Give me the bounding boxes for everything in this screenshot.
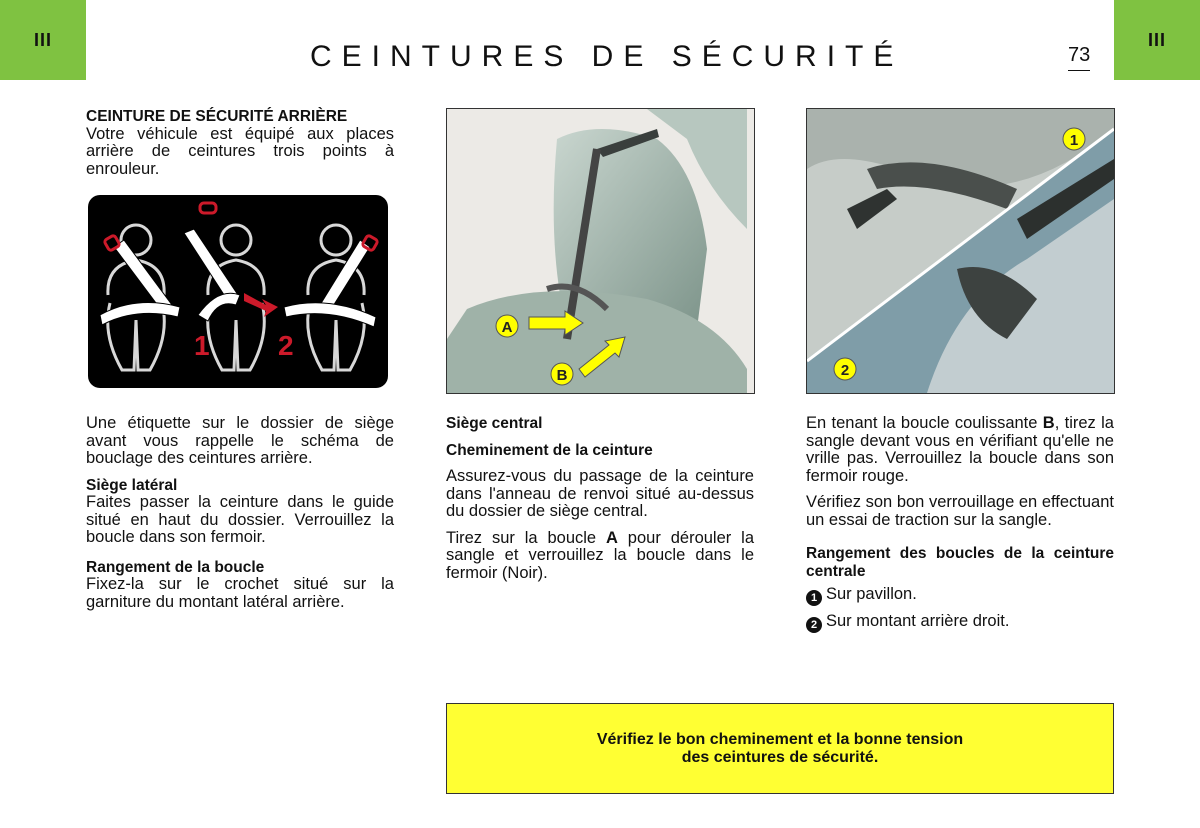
central-seat-photo [446, 108, 755, 394]
central-storage-heading: Rangement des boucles de la ceinture centrale [806, 545, 1114, 580]
section-heading: CEINTURE DE SÉCURITÉ ARRIÈRE [86, 108, 348, 125]
warning-line-2: des ceintures de sécurité. [681, 748, 879, 766]
photo-label-1: 1 [1069, 132, 1079, 149]
number-2-icon: 2 [806, 617, 822, 633]
storage-item-2-text: Sur montant arrière droit. [826, 612, 1010, 630]
rear-belt-intro [86, 108, 394, 187]
buckle-storage-illustration [807, 109, 1114, 393]
belt-routing-heading: Cheminement de la ceinture [446, 441, 653, 459]
rear-belt-details [86, 415, 394, 620]
photo-label-2: 2 [840, 362, 850, 379]
label-reminder-text: Une étiquette sur le dossier de siège avant vous rappelle le schéma de bouclage des ceintures arrière. [86, 414, 394, 467]
buckle-b-text-end: , tirez la sangle devant vous en vérifiant qu'elle ne vrille pas. Verrouillez la boucle dans son fermoir rouge. [806, 414, 1114, 485]
chapter-tab-label: III [33, 29, 52, 50]
photo-label-a: A [501, 319, 513, 336]
buckle-a-text-end: pour dérouler la sangle et verrouillez la boucle dans le fermoir (Noir). [446, 528, 754, 582]
number-1-icon: 1 [806, 590, 822, 606]
storage-item-1-text: Sur pavillon. [826, 585, 917, 603]
routing-text: Assurez-vous du passage de la ceinture dans l'anneau de renvoi situé au-dessus du dossier de siège central. [446, 467, 754, 520]
lock-check-text: Vérifiez son bon verrouillage en effectuant un essai de traction sur la sangle. [806, 493, 1114, 529]
intro-text: Votre véhicule est équipé aux places arrière de ceintures trois points à enrouleur. [86, 124, 394, 178]
buckle-storage-photo [806, 108, 1115, 394]
storage-item-1 [806, 586, 1114, 606]
buckle-a-text-start: Tirez sur la boucle [446, 528, 606, 547]
warning-line-1: Vérifiez le bon cheminement et la bonne tension [596, 730, 964, 748]
central-seat-section [446, 415, 754, 591]
buckling-diagram [88, 195, 388, 388]
warning-box [446, 703, 1114, 794]
buckle-b-letter: B [1042, 414, 1055, 432]
buckle-b-text-start: En tenant la boucle coulissante [806, 414, 1043, 432]
chapter-tab-left [0, 0, 86, 80]
diagram-number-2: 2 [278, 330, 294, 361]
central-buckle-section [806, 415, 1114, 642]
side-seat-text: Faites passer la ceinture dans le guide situé en haut du dossier. Verrouillez la boucle dans son fermoir. [86, 493, 394, 546]
photo-label-b: B [556, 367, 568, 384]
central-seat-illustration [447, 109, 754, 393]
buckle-a-text [446, 530, 754, 583]
seat-belt-pictogram [88, 195, 388, 388]
page-title: CEINTURES DE SÉCURITÉ [310, 40, 904, 73]
central-seat-heading: Siège central [446, 415, 543, 432]
buckle-a-letter: A [606, 528, 618, 547]
side-seat-heading: Siège latéral [86, 476, 178, 494]
diagram-number-1: 1 [194, 330, 210, 361]
buckle-b-text [806, 415, 1114, 485]
buckle-storage-heading: Rangement de la boucle [86, 558, 265, 576]
buckle-storage-text: Fixez-la sur le crochet situé sur la garniture du montant latéral arrière. [86, 575, 394, 611]
chapter-tab-label: III [1147, 29, 1166, 50]
storage-item-2 [806, 613, 1114, 633]
page-number: 73 [1068, 44, 1091, 66]
chapter-tab-right [1114, 0, 1200, 80]
